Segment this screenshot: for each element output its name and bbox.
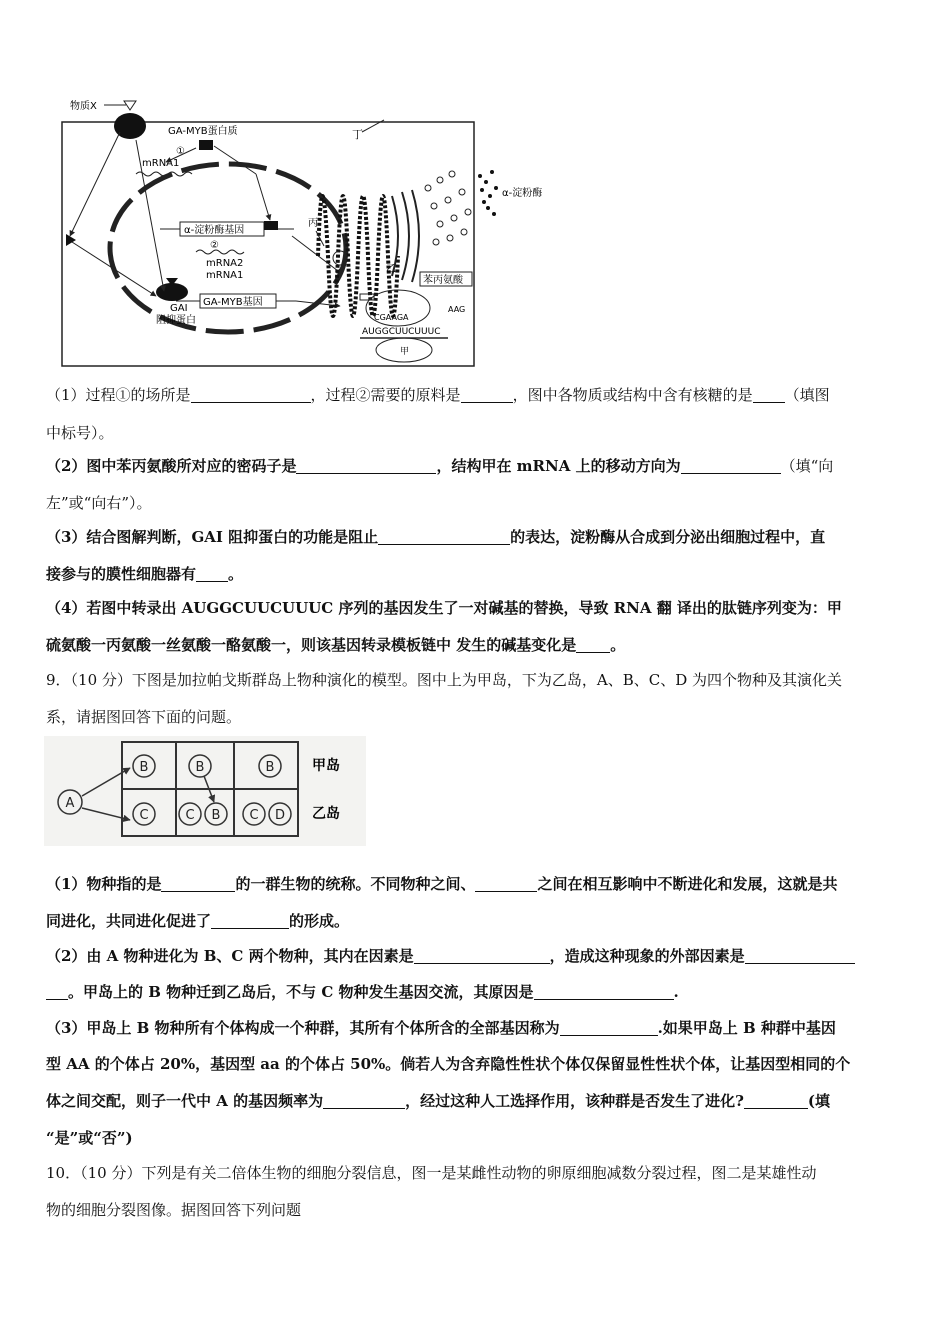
q8-blank-3[interactable] [753,386,785,403]
species-c-3: C [249,808,259,823]
alpha-amylase-label: α-淀粉酶 [502,188,543,199]
q9-blank-7[interactable] [560,1019,658,1036]
q8-blank-5[interactable] [681,457,781,474]
endoplasmic-reticulum [318,196,398,316]
q9-part2-line1: （2）由 A 物种进化为 B、C 两个物种，其内在因素是 ，造成这种现象的外部因素是 [46,945,906,967]
species-d: D [274,808,286,823]
golgi-apparatus [392,190,419,282]
mrna2-label: mRNA2 [206,258,244,269]
q9-part3-line1: （3）甲岛上 B 物种所有个体构成一个种群，其所有个体所含的全部基因称为 .如果甲岛上 B 种群中基因 [46,1019,836,1037]
q8-part4-line2: 硫氨酸一丙氨酸一丝氨酸一酪氨酸一，则该基因转录模板链中 发生的碱基变化是 。 [46,636,626,654]
q10-heading-line2: 物的细胞分裂图像。据图回答下列问题 [46,1201,302,1219]
jia-label: 甲 [400,347,410,357]
gai-label: GAI [170,303,188,314]
secreted-amylase-dots [478,170,498,216]
q8-part2-line2: 左”或“向右”）。 [46,494,152,512]
q8-blank-8[interactable] [576,636,610,653]
circle-2-label: ② [210,240,219,251]
q9-part1-line2: 同进化，共同进化促进了 的形成。 [46,912,350,930]
q8-part3-line1: （3）结合图解判断，GAI 阻抑蛋白的功能是阻止 的表达，淀粉酶从合成到分泌出细胞过程中，直 [46,528,826,546]
q8-blank-7[interactable] [196,565,228,582]
bing-label: 丙 [308,218,318,229]
q9-blank-8[interactable] [323,1092,405,1109]
aag-label: AAG [448,305,466,314]
species-b-1: B [139,760,149,775]
q9-part3-line2: 型 AA 的个体占 20%，基因型 aa 的个体占 50%。倘若人为含弃隐性性状个体仅保留显性性状个体，让基因型相同的个 [46,1055,851,1073]
q8-blank-2[interactable] [461,386,513,403]
species-b-2: B [195,760,205,775]
circle-1-label: ① [176,146,185,157]
ga-myb-protein-label: GA-MYB蛋白质 [168,126,238,137]
vesicles [425,171,471,245]
q9-heading-line2: 系，请据图回答下面的问题。 [46,708,242,726]
q9-blank-4[interactable] [414,947,550,964]
q9-heading-line1: 9．（10 分）下图是加拉帕戈斯群岛上物种演化的模型。图中上为甲岛，下为乙岛，A、B、C、D 为四个物种及其演化关 [46,671,843,689]
yi-label: 乙 [386,264,396,275]
amylase-gene-label: α-淀粉酶基因 [184,225,245,236]
ga-myb-gene-label: GA-MYB基因 [203,297,263,308]
repressor-label: 阻抑蛋白 [156,315,196,326]
q9-part2-line2: 。甲岛上的 B 物种迁到乙岛后，不与 C 物种发生基因交流，其原因是 . [46,981,906,1003]
substance-x-label: 物质X [70,101,97,112]
phe-label: 苯丙氨酸 [423,275,463,286]
gibberellin-amylase-diagram [56,96,576,371]
species-c-2: C [185,808,195,823]
bound-protein-icon [264,221,278,230]
q9-blank-5-cont[interactable] [46,983,68,1000]
q8-part3-line2: 接参与的膜性细胞器有 。 [46,565,244,583]
ding-label: 丁 [352,128,363,141]
mrna-seq-label: AUGGCUUCUUUC [362,327,441,337]
q9-part3-line3: 体之间交配，则子一代中 A 的基因频率为 ，经过这种人工选择作用，该种群是否发生了进化? (填 [46,1092,830,1110]
q8-blank-4[interactable] [296,457,436,474]
q8-part1-line1: （1）过程①的场所是 ，过程②需要的原料是 ，图中各物质或结构中含有核糖的是 （填图 [46,386,830,404]
q8-part1-line2: 中标号）。 [46,424,114,442]
q9-blank-1[interactable] [161,875,235,892]
species-b-4: B [211,808,221,823]
species-a-label: A [65,796,75,811]
q9-blank-6[interactable] [534,983,674,1000]
species-c-1: C [139,808,149,823]
q8-part4-line1: （4）若图中转录出 AUGGCUUCUUUC 序列的基因发生了一对碱基的替换，导致 RNA 翻 译出的肽链序列变为：甲 [46,599,842,617]
q9-blank-2[interactable] [475,875,537,892]
island-jia-label: 甲岛 [312,758,340,774]
island-speciation-diagram [44,736,366,846]
q10-heading-line1: 10．（10 分）下列是有关二倍体生物的细胞分裂信息，图一是某雌性动物的卵原细胞减数分裂过程，图二是某雄性动 [46,1164,817,1182]
ga-myb-protein-icon [199,140,213,150]
q9-blank-9[interactable] [744,1092,808,1109]
cgaaga-label: CGAAGA [374,313,409,322]
mrna1-label: mRNA1 [142,158,180,169]
q9-part3-line4: “是”或“否”) [46,1129,133,1147]
q8-blank-1[interactable] [191,386,311,403]
species-b-3: B [265,760,275,775]
q8-blank-6[interactable] [378,528,510,545]
island-yi-label: 乙岛 [312,806,340,822]
q9-part1-line1: （1）物种指的是 的一群生物的统称。不同物种之间、 之间在相互影响中不断进化和发展，这就是共 [46,875,838,893]
q9-blank-5[interactable] [745,947,855,964]
q9-blank-3[interactable] [211,912,289,929]
q8-part2-line1: （2）图中苯丙氨酸所对应的密码子是 ，结构甲在 mRNA 上的移动方向为 （填“向 [46,457,834,475]
mrna1-label-b: mRNA1 [206,270,244,281]
